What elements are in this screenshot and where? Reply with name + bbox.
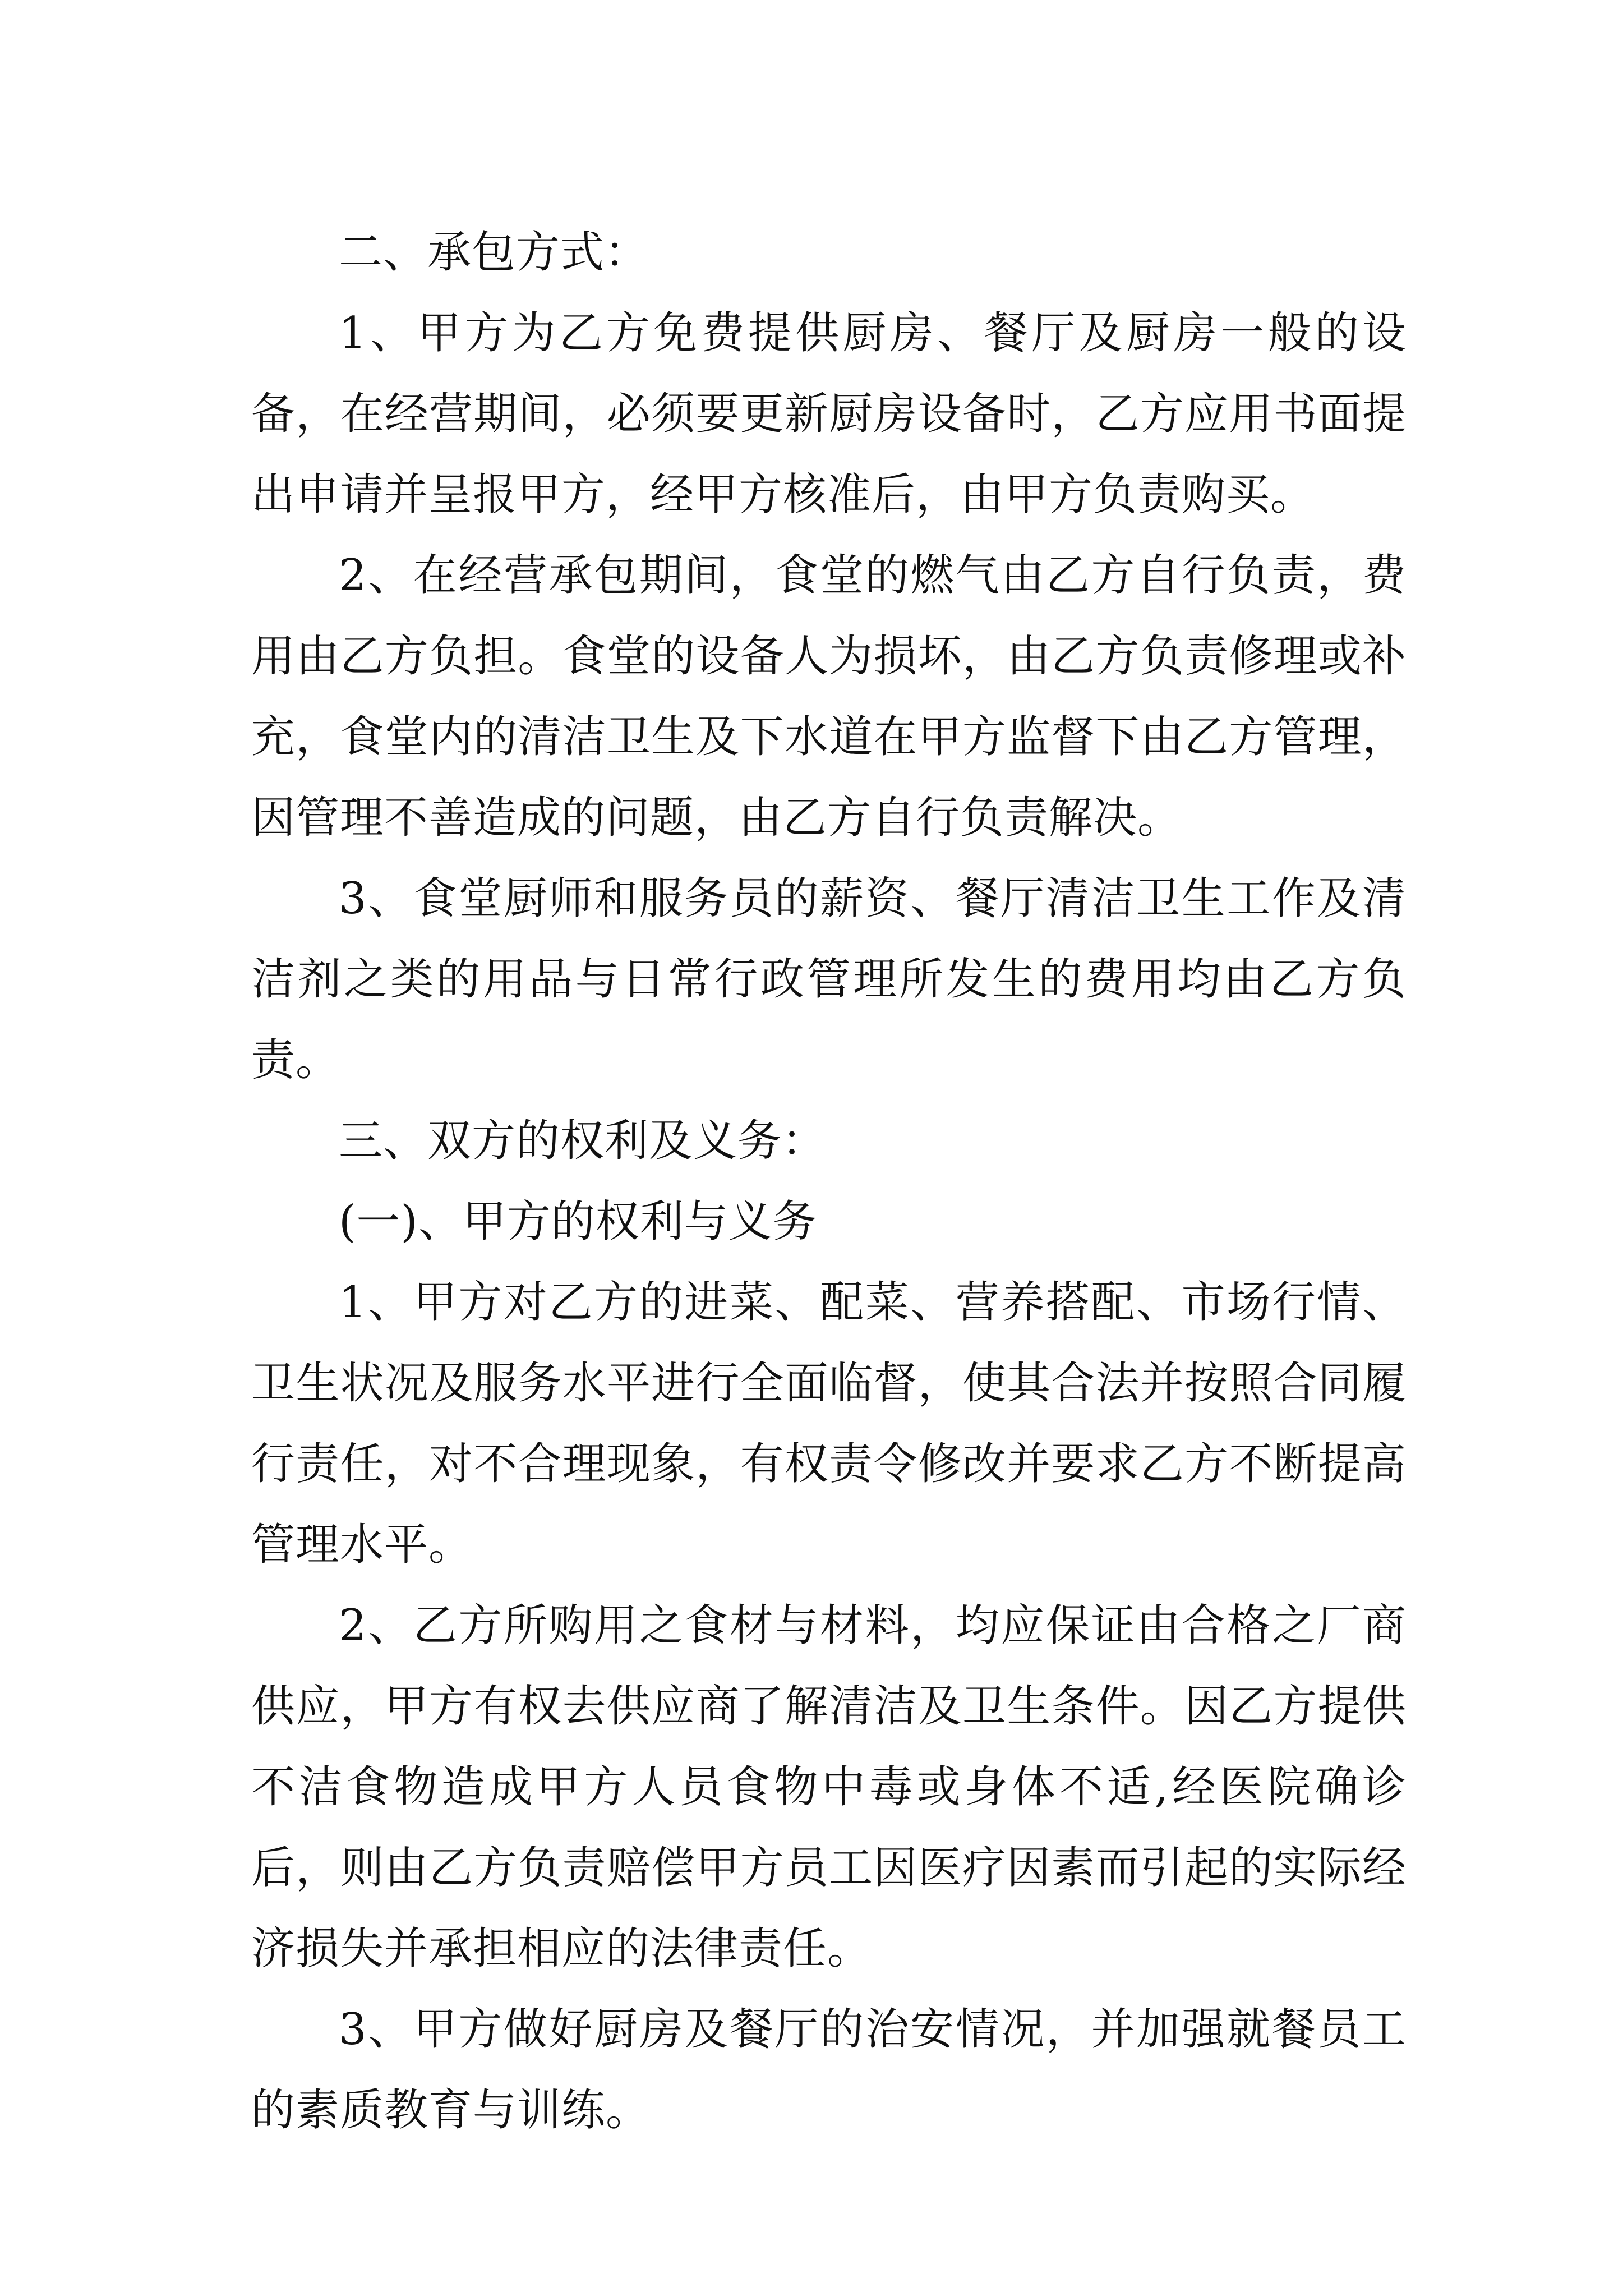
subsection-heading-party-a: (一)、甲方的权利与义务 (339, 1197, 817, 1247)
clause-paragraph: 1、甲方为乙方免费提供厨房、餐厅及厨房一般的设备，在经营期间，必须要更新厨房设备时，乙方应用书面提出申请并呈报甲方，经甲方核准后，由甲方负责购买。 (251, 308, 1407, 520)
clause-paragraph: 3、甲方做好厨房及餐厅的治安情况，并加强就餐员工的素质教育与训练。 (251, 2004, 1407, 2136)
clause-paragraph: 3、食堂厨师和服务员的薪资、餐厅清洁卫生工作及清洁剂之类的用品与日常行政管理所发生的费用均由乙方负责。 (251, 873, 1407, 1085)
clause-paragraph: 2、乙方所购用之食材与材料，均应保证由合格之厂商供应，甲方有权去供应商了解清洁及卫生条件。因乙方提供不洁食物造成甲方人员食物中毒或身体不适,经医院确诊后，则由乙方负责赔偿甲方员工因医疗因素而引起的实际经济损失并承担相应的法律责任。 (251, 1600, 1407, 1974)
document-body (251, 212, 1407, 2151)
clause-paragraph: 2、在经营承包期间，食堂的燃气由乙方自行负责，费用由乙方负担。食堂的设备人为损坏，由乙方负责修理或补充，食堂内的清洁卫生及下水道在甲方监督下由乙方管理，因管理不善造成的问题，由乙方自行负责解决。 (251, 550, 1407, 843)
section-heading-contract-method: 二、承包方式： (339, 227, 649, 278)
section-heading-rights-obligations: 三、双方的权利及义务： (339, 1116, 827, 1166)
clause-paragraph: 1、甲方对乙方的进菜、配菜、营养搭配、市场行情、卫生状况及服务水平进行全面临督，使其合法并按照合同履行责任，对不合理现象，有权责令修改并要求乙方不断提高管理水平。 (251, 1277, 1407, 1570)
